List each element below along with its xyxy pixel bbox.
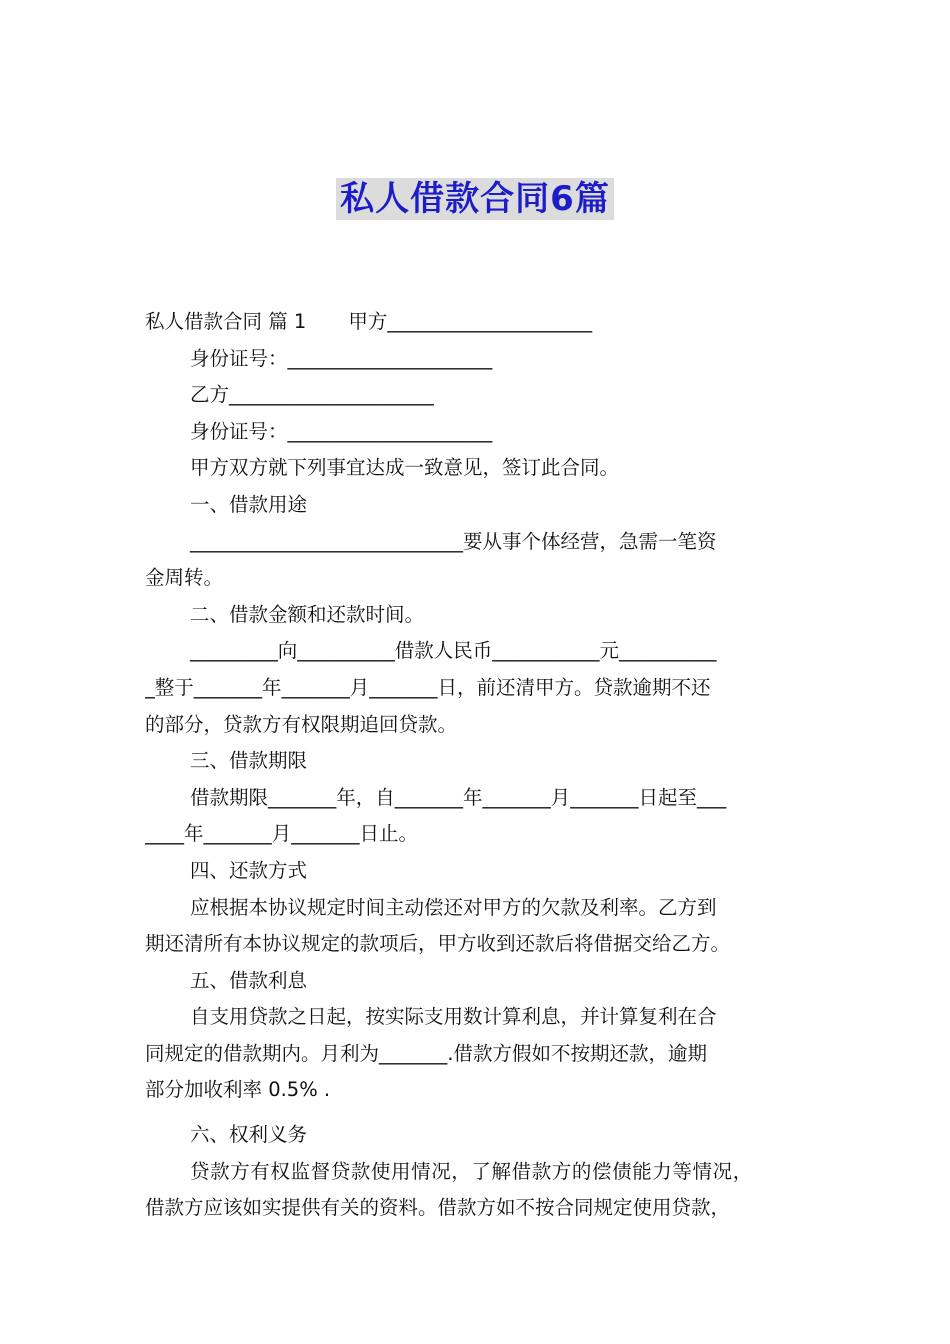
agreement-statement: 甲方双方就下列事宜达成一致意见，签订此合同。 [190,456,620,480]
section-5-text: 自支用贷款之日起，按实际支用数计算利息，并计算复利在合 [190,1005,717,1029]
section-3-text-cont: ____年_______月_______日止。 [145,822,419,846]
section-4-heading: 四、还款方式 [190,858,308,882]
party-a-field: 甲方_____________________ [348,310,593,333]
party-a-line [145,304,813,341]
contract-heading: 私人借款合同 篇 1 [145,310,307,333]
section-5-heading: 五、借款利息 [190,968,308,992]
section-5-text-cont: 同规定的借款期内。月利为_______.借款方假如不按期还款，逾期 [145,1041,707,1065]
section-1-text-cont: 金周转。 [145,566,224,590]
section-4-text-cont: 期还清所有本协议规定的款项后，甲方收到还款后将借据交给乙方。 [145,932,731,956]
section-1-heading: 一、借款用途 [190,492,308,516]
party-a-id-line: 身份证号：_____________________ [190,346,493,370]
party-b-line: 乙方_____________________ [190,383,434,407]
section-1-text: ____________________________要从事个体经营，急需一笔资 [190,529,717,553]
document-body [145,304,813,1227]
document-title: 私人借款合同6篇 [336,178,614,220]
section-2-text: _________向__________借款人民币___________元__________ [190,639,717,663]
title-wrapper [0,178,950,220]
section-6-text: 贷款方有权监督贷款使用情况，了解借款方的偿债能力等情况， [190,1159,753,1183]
section-2-heading: 二、借款金额和还款时间。 [190,602,425,626]
section-5-text-cont-2: 部分加收利率 0.5% . [145,1078,331,1102]
section-6-heading: 六、权利义务 [190,1123,308,1147]
section-2-text-cont: _整于_______年_______月_______日，前还清甲方。贷款逾期不还 [145,675,711,699]
party-b-id-line: 身份证号：_____________________ [190,419,493,443]
section-2-text-cont-2: 的部分，贷款方有权限期追回贷款。 [145,712,458,736]
section-6-text-cont: 借款方应该如实提供有关的资料。借款方如不按合同规定使用贷款， [145,1196,731,1220]
section-4-text: 应根据本协议规定时间主动偿还对甲方的欠款及利率。乙方到 [190,895,717,919]
section-3-text: 借款期限_______年，自_______年_______月_______日起至___ [190,785,727,809]
section-3-heading: 三、借款期限 [190,749,308,773]
